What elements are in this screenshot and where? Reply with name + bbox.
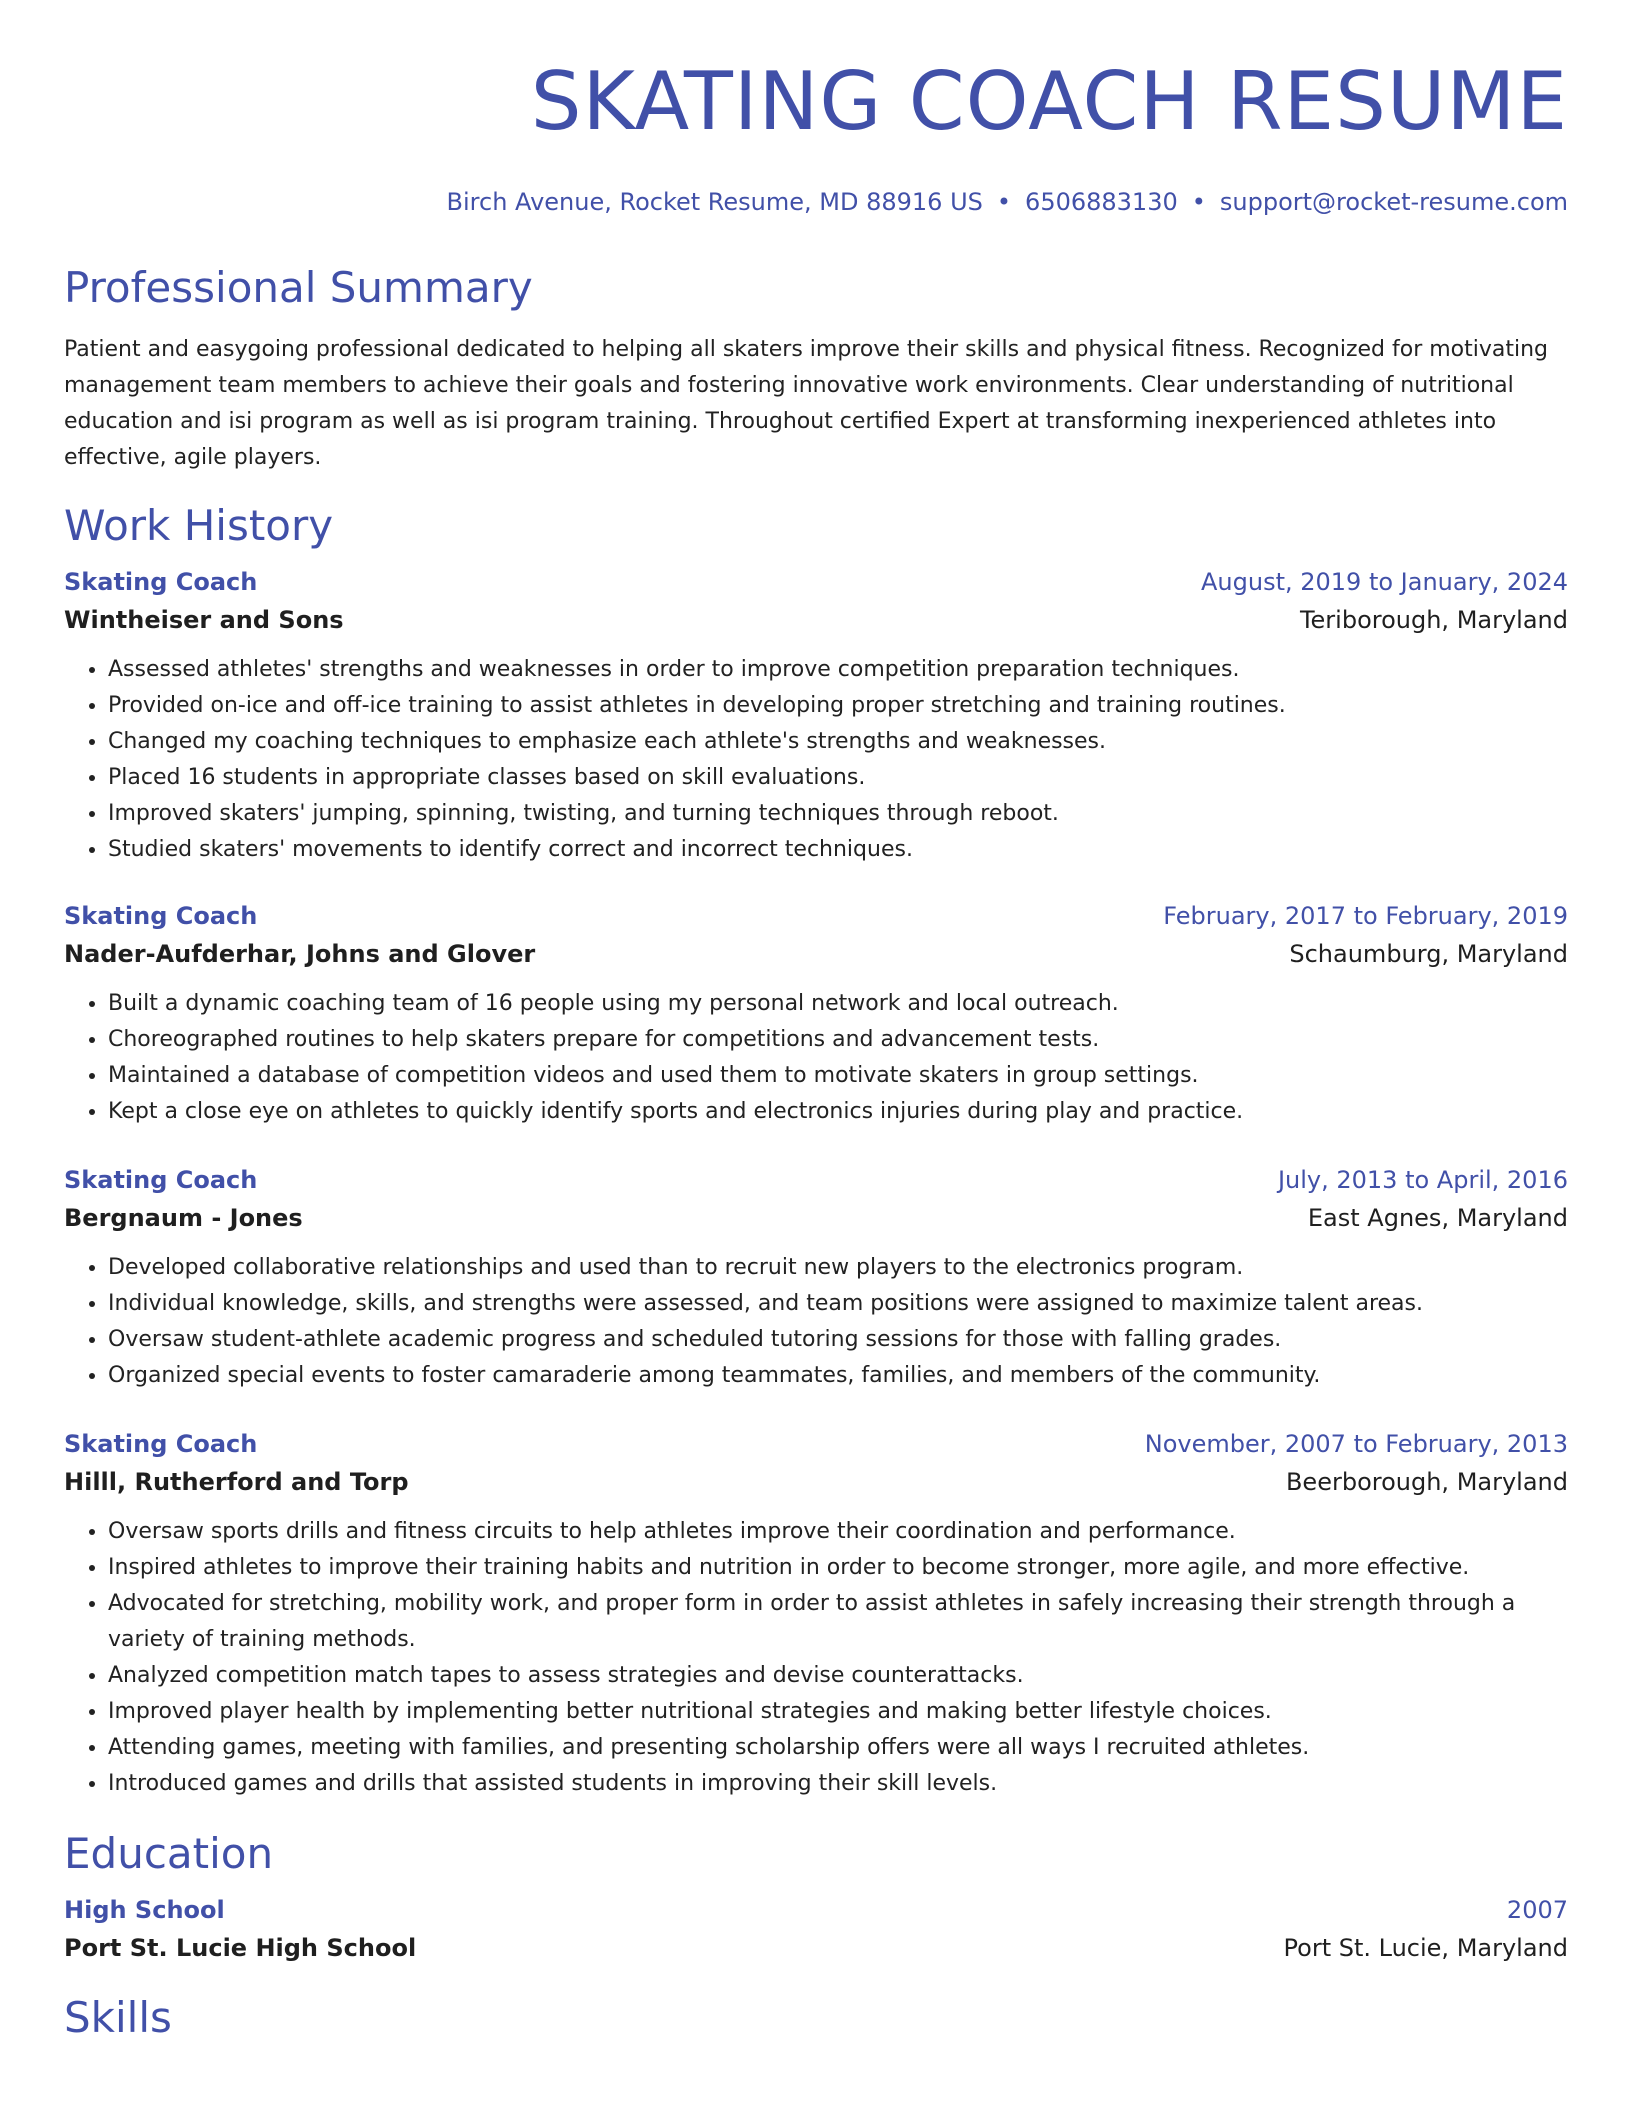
job-role: Skating Coach bbox=[64, 902, 258, 930]
job-header-row bbox=[64, 898, 1568, 934]
job-bullets bbox=[64, 1514, 1568, 1802]
job-company: Wintheiser and Sons bbox=[64, 606, 344, 634]
summary-text: Patient and easygoing professional dedicated to helping all skaters improve their skills and physical fitness. Recognized for motivating management team members to achieve their goals and fostering innovative work environments. Clear understanding of nutritional education and isi program as well as isi program training. Throughout certified Expert at transforming inexperienced athletes into effective, agile players. bbox=[64, 337, 1549, 470]
job-role: Skating Coach bbox=[64, 568, 258, 596]
job-dates: August, 2019 to January, 2024 bbox=[1201, 568, 1568, 596]
job-company: Nader-Aufderhar, Johns and Glover bbox=[64, 940, 536, 968]
job-bullet: • Inspired athletes to improve their training habits and nutrition in order to become stronger, more agile, and more effective. bbox=[108, 1550, 1568, 1586]
resume-title: SKATING COACH RESUME bbox=[530, 55, 1568, 148]
job-bullet: • Developed collaborative relationships and used than to recruit new players to the electronics program. bbox=[108, 1250, 1568, 1286]
contact-email: support@rocket-resume.com bbox=[1219, 188, 1568, 216]
job-bullets bbox=[64, 652, 1568, 868]
job-bullet: • Placed 16 students in appropriate classes based on skill evaluations. bbox=[108, 760, 1568, 796]
job-company: Bergnaum - Jones bbox=[64, 1204, 303, 1232]
education-entry bbox=[64, 1892, 1568, 1968]
job-bullet: • Individual knowledge, skills, and strengths were assessed, and team positions were assigned to maximize talent areas. bbox=[108, 1286, 1568, 1322]
job-bullet: • Choreographed routines to help skaters prepare for competitions and advancement tests. bbox=[108, 1022, 1568, 1058]
bullet-separator: • bbox=[996, 188, 1012, 216]
job-bullet: • Advocated for stretching, mobility work, and proper form in order to assist athletes in safely increasing their strength through a variety of training methods. bbox=[108, 1586, 1568, 1658]
job-bullet: • Kept a close eye on athletes to quickly identify sports and electronics injuries during play and practice. bbox=[108, 1094, 1568, 1130]
job-bullet: • Maintained a database of competition videos and used them to motivate skaters in group settings. bbox=[108, 1058, 1568, 1094]
job-bullet: • Analyzed competition match tapes to assess strategies and devise counterattacks. bbox=[108, 1658, 1568, 1694]
job-role: Skating Coach bbox=[64, 1166, 258, 1194]
education-year: 2007 bbox=[1506, 1896, 1568, 1924]
job-bullet: • Improved skaters' jumping, spinning, twisting, and turning techniques through reboot. bbox=[108, 796, 1568, 832]
job-bullet: • Improved player health by implementing better nutritional strategies and making better lifestyle choices. bbox=[108, 1694, 1568, 1730]
section-title-skills: Skills bbox=[64, 1993, 172, 2042]
job-bullet: • Provided on-ice and off-ice training to assist athletes in developing proper stretching and training routines. bbox=[108, 688, 1568, 724]
job-entry bbox=[64, 1426, 1568, 1802]
job-entry bbox=[64, 564, 1568, 868]
job-bullet: • Introduced games and drills that assisted students in improving their skill levels. bbox=[108, 1766, 1568, 1802]
job-entry bbox=[64, 1162, 1568, 1394]
job-bullet: • Organized special events to foster camaraderie among teammates, families, and members of the community. bbox=[108, 1358, 1568, 1394]
job-dates: February, 2017 to February, 2019 bbox=[1163, 902, 1568, 930]
contact-address: Birch Avenue, Rocket Resume, MD 88916 US bbox=[446, 188, 983, 216]
education-degree: High School bbox=[64, 1896, 225, 1924]
contact-line bbox=[64, 186, 1568, 218]
job-header-row bbox=[64, 564, 1568, 600]
job-location: East Agnes, Maryland bbox=[1307, 1204, 1568, 1232]
job-bullet: • Assessed athletes' strengths and weaknesses in order to improve competition preparation techniques. bbox=[108, 652, 1568, 688]
contact-phone: 6506883130 bbox=[1025, 188, 1178, 216]
job-bullet: • Oversaw sports drills and fitness circuits to help athletes improve their coordination and performance. bbox=[108, 1514, 1568, 1550]
job-bullet: • Attending games, meeting with families, and presenting scholarship offers were all ways I recruited athletes. bbox=[108, 1730, 1568, 1766]
job-location: Schaumburg, Maryland bbox=[1289, 940, 1568, 968]
job-entry bbox=[64, 898, 1568, 1130]
job-dates: November, 2007 to February, 2013 bbox=[1144, 1430, 1568, 1458]
job-bullets bbox=[64, 986, 1568, 1130]
job-location: Beerborough, Maryland bbox=[1285, 1468, 1568, 1496]
education-header-row bbox=[64, 1892, 1568, 1928]
job-role: Skating Coach bbox=[64, 1430, 258, 1458]
section-title-summary: Professional Summary bbox=[64, 263, 533, 312]
job-company-row bbox=[64, 1462, 1568, 1502]
job-location: Teriborough, Maryland bbox=[1299, 606, 1568, 634]
education-school: Port St. Lucie High School bbox=[64, 1934, 417, 1962]
bullet-separator: • bbox=[1191, 188, 1206, 216]
job-company-row bbox=[64, 934, 1568, 974]
job-bullet: • Studied skaters' movements to identify correct and incorrect techniques. bbox=[108, 832, 1568, 868]
job-bullet: • Built a dynamic coaching team of 16 people using my personal network and local outreach. bbox=[108, 986, 1568, 1022]
job-bullet: • Oversaw student-athlete academic progress and scheduled tutoring sessions for those with falling grades. bbox=[108, 1322, 1568, 1358]
section-title-education: Education bbox=[64, 1829, 274, 1878]
job-company: Hilll, Rutherford and Torp bbox=[64, 1468, 409, 1496]
job-bullet: • Changed my coaching techniques to emphasize each athlete's strengths and weaknesses. bbox=[108, 724, 1568, 760]
job-header-row bbox=[64, 1426, 1568, 1462]
education-school-row bbox=[64, 1928, 1568, 1968]
resume-page bbox=[64, 0, 1568, 2044]
education-location: Port St. Lucie, Maryland bbox=[1283, 1934, 1568, 1962]
section-title-work-history: Work History bbox=[64, 501, 334, 550]
job-company-row bbox=[64, 600, 1568, 640]
job-bullets bbox=[64, 1250, 1568, 1394]
job-dates: July, 2013 to April, 2016 bbox=[1277, 1166, 1568, 1194]
job-company-row bbox=[64, 1198, 1568, 1238]
job-header-row bbox=[64, 1162, 1568, 1198]
